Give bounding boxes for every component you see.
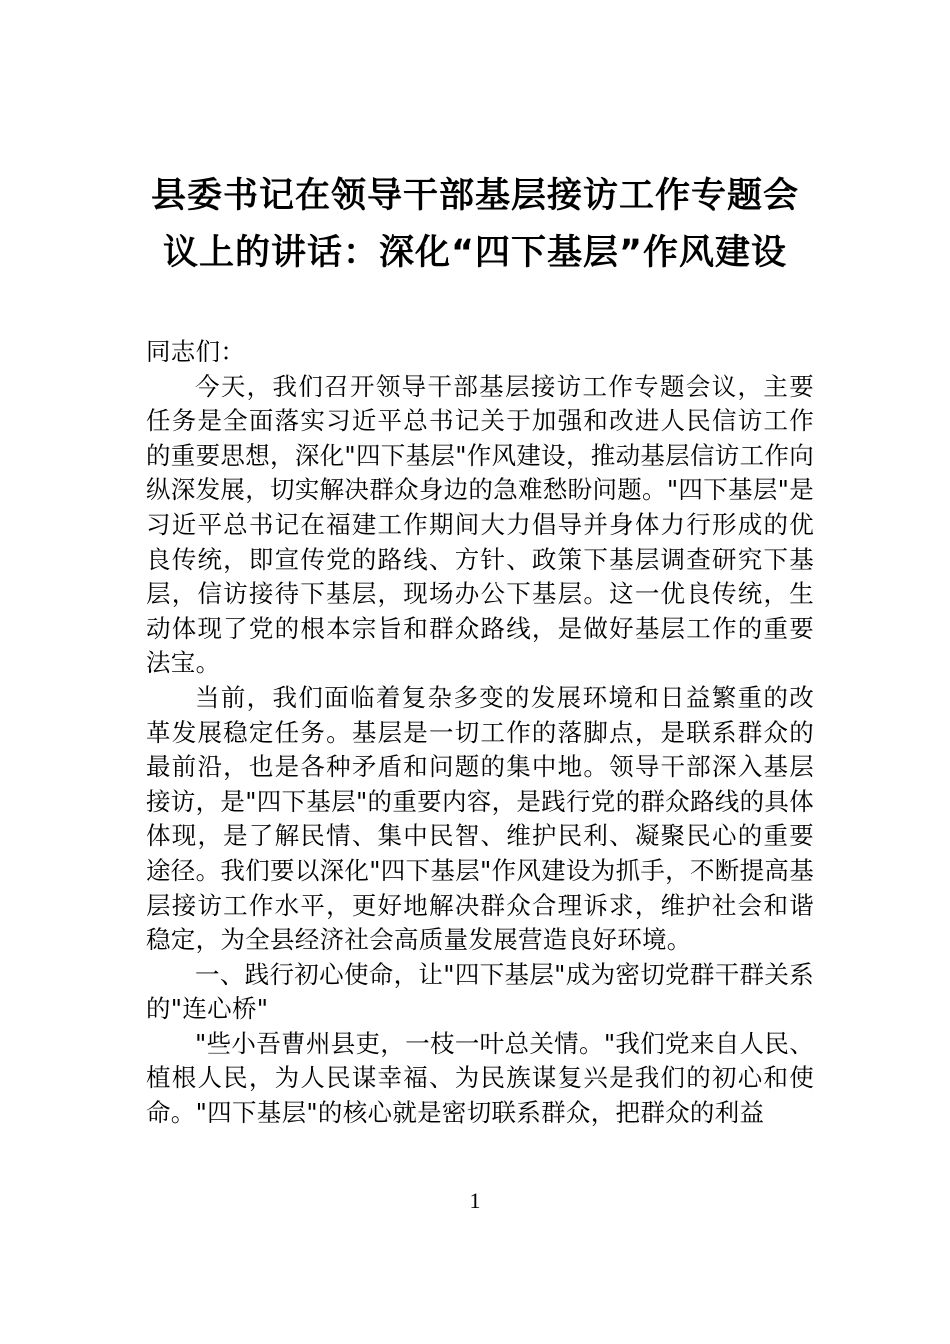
document-title: 县委书记在领导干部基层接访工作专题会议上的讲话：深化“四下基层”作风建设 — [150, 176, 799, 273]
paragraph: 今天，我们召开领导干部基层接访工作专题会议，主要任务是全面落实习近平总书记关于加强和改进人民信访工作的重要思想，深化"四下基层"作风建设，推动基层信访工作向纵深发展，切实解决群众身边的急难愁盼问题。"四下基层"是习近平总书记在福建工作期间大力倡导并身体力行形成的优良传统，即宣传党的路线、方针、政策下基层调查研究下基层，信访接待下基层，现场办公下基层。这一优良传统，生动体现了党的根本宗旨和群众路线，是做好基层工作的重要法宝。 — [146, 371, 814, 678]
document-body — [146, 335, 814, 1131]
salutation: 同志们： — [146, 337, 246, 366]
section-heading: 一、践行初心使命，让"四下基层"成为密切党群干群关系的"连心桥" — [146, 959, 814, 1024]
page-number: 1 — [469, 1188, 481, 1213]
paragraph: "些小吾曹州县吏，一枝一叶总关情。"我们党来自人民、植根人民，为人民谋幸福、为民族谋复兴是我们的初心和使命。"四下基层"的核心就是密切联系群众，把群众的利益 — [146, 1028, 814, 1128]
paragraph: 当前，我们面临着复杂多变的发展环境和日益繁重的改革发展稳定任务。基层是一切工作的落脚点，是联系群众的最前沿，也是各种矛盾和问题的集中地。领导干部深入基层接访，是"四下基层"的重要内容，是践行党的群众路线的具体体现，是了解民情、集中民智、维护民利、凝聚民心的重要途径。我们要以深化"四下基层"作风建设为抓手，不断提高基层接访工作水平，更好地解决群众合理诉求，维护社会和谐稳定，为全县经济社会高质量发展营造良好环境。 — [146, 682, 814, 955]
